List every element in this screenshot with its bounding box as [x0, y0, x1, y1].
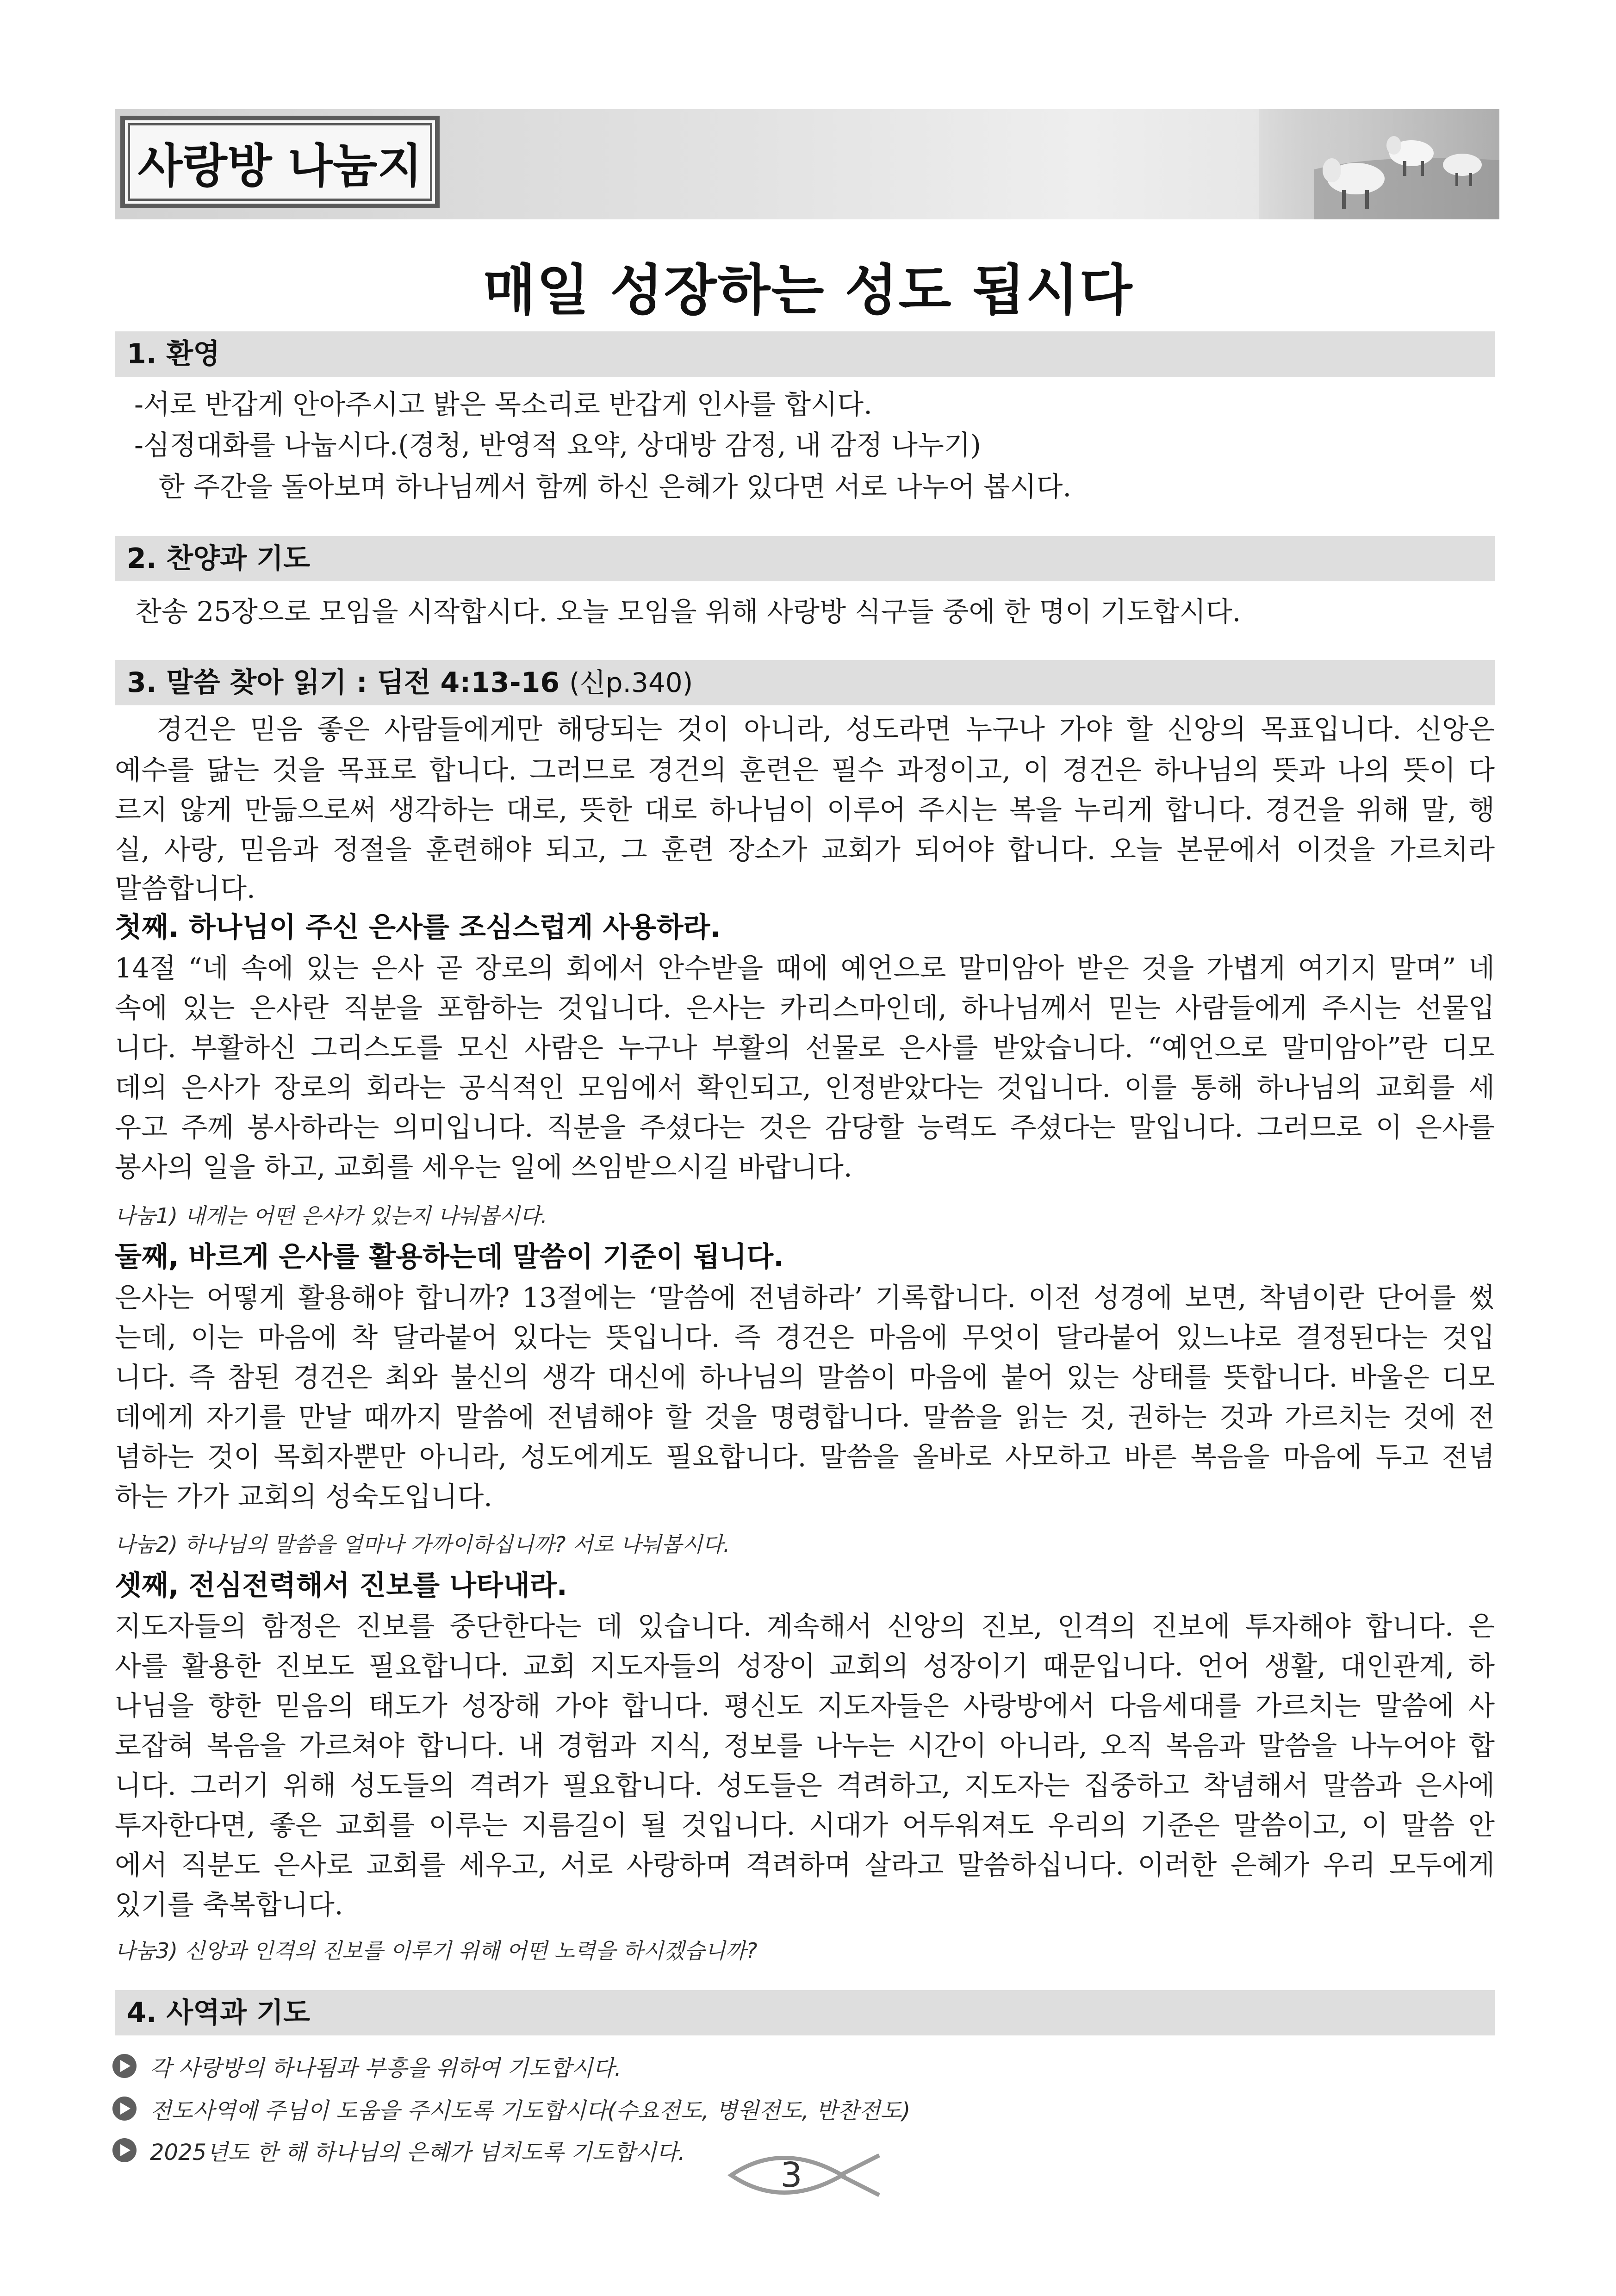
point3-line: 있기를 축복합니다.	[115, 1889, 343, 1921]
share-question-1: 나눔1) 내게는 어떤 은사가 있는지 나눠봅시다.	[115, 1203, 547, 1228]
prayer-item-text: 각 사랑방의 하나됨과 부흥을 위하여 기도합시다.	[150, 2055, 622, 2081]
intro-line: 르지 않게 만듦으로써 생각하는 대로, 뜻한 대로 하나님이 이루어 주시는 복을 누리게 합니다. 경건을 위해 말, 행	[115, 794, 1495, 826]
point3-line: 투자한다면, 좋은 교회를 이루는 지름길이 될 것입니다. 시대가 어두워져도 우리의 기준은 말씀이고, 이 말씀 안	[115, 1809, 1495, 1841]
point3-line: 니다. 그러기 위해 성도들의 격려가 필요합니다. 성도들은 격려하고, 지도자는 집중하고 착념해서 말씀과 은사에	[115, 1769, 1495, 1801]
page-number: 3	[780, 2155, 802, 2195]
prayer-item-text: 2025년도 한 해 하나님의 은혜가 넘치도록 기도합시다.	[150, 2139, 685, 2165]
point3-line: 사를 활용한 진보도 필요합니다. 교회 지도자들의 성장이 교회의 성장이기 때문입니다. 언어 생활, 대인관계, 하	[115, 1650, 1495, 1682]
section-heading-prayer: 4. 사역과 기도	[115, 1990, 1495, 2035]
point1-line: 데의 은사가 장로의 회라는 공식적인 모임에서 확인되고, 인정받았다는 것입니다. 이를 통해 하나님의 교회를 세	[115, 1071, 1495, 1103]
point3-title: 셋째, 전심전력해서 진보를 나타내라.	[115, 1569, 567, 1602]
intro-line: 말씀합니다.	[115, 872, 255, 904]
intro-line: 실, 사랑, 믿음과 정절을 훈련해야 되고, 그 훈련 장소가 교회가 되어야 합니다. 오늘 본문에서 이것을 가르치라	[115, 834, 1495, 865]
arrow-circle-icon	[111, 2137, 138, 2164]
section-heading-scripture	[115, 660, 1495, 705]
point2-line: 니다. 즉 참된 경건은 최와 불신의 생각 대신에 하나님의 말씀이 마음에 붙어 있는 상태를 뜻합니다. 바울은 디모	[115, 1361, 1495, 1393]
share-question-3: 나눔3) 신앙과 인격의 진보를 이루기 위해 어떤 노력을 하시겠습니까?	[115, 1938, 758, 1963]
praise-line: 찬송 25장으로 모임을 시작합시다. 오늘 모임을 위해 사랑방 식구들 중에 한 명이 기도합시다.	[135, 596, 1241, 628]
arrow-circle-icon	[111, 2053, 138, 2079]
prayer-item-text: 전도사역에 주님이 도움을 주시도록 기도합시다(수요전도, 병원전도, 반찬전도)	[150, 2097, 911, 2124]
prayer-item	[111, 2132, 685, 2169]
welcome-line: -심정대화를 나눕시다.(경청, 반영적 요약, 상대방 감정, 내 감정 나누기)	[134, 429, 981, 461]
page-title: 매일 성장하는 성도 됩시다	[483, 258, 1133, 322]
prayer-item	[111, 2090, 910, 2127]
point1-line: 봉사의 일을 하고, 교회를 세우는 일에 쓰임받으시길 바랍니다.	[115, 1151, 852, 1183]
point3-line: 지도자들의 함정은 진보를 중단한다는 데 있습니다. 계속해서 신앙의 진보, 인격의 진보에 투자해야 합니다. 은	[115, 1610, 1495, 1642]
point2-line: 은사는 어떻게 활용해야 합니까? 13절에는 ‘말씀에 전념하라’ 기록합니다. 이전 성경에 보면, 착념이란 단어를 썼	[115, 1282, 1495, 1313]
point3-line: 에서 직분도 은사로 교회를 세우고, 서로 사랑하며 격려하며 살라고 말씀하십니다. 이러한 은혜가 우리 모두에게	[115, 1849, 1495, 1881]
sheep-pasture-photo	[1259, 109, 1499, 219]
badge-label: 사랑방 나눔지	[128, 123, 432, 201]
point1-line: 우고 주께 봉사하라는 의미입니다. 직분을 주셨다는 것은 감당할 능력도 주셨다는 말입니다. 그러므로 이 은사를	[115, 1111, 1495, 1143]
intro-line: 경건은 믿음 좋은 사람들에게만 해당되는 것이 아니라, 성도라면 누구나 가야 할 신앙의 목표입니다. 신앙은	[156, 713, 1495, 745]
scripture-heading-text: 3. 말씀 찾아 읽기 : 딤전 4:13-16	[127, 666, 560, 699]
page-category-badge	[120, 116, 440, 208]
point2-title: 둘째, 바르게 은사를 활용하는데 말씀이 기준이 됩니다.	[115, 1241, 784, 1273]
arrow-circle-icon	[111, 2095, 138, 2122]
point3-line: 로잡혀 복음을 가르쳐야 합니다. 내 경험과 지식, 정보를 나누는 시간이 아니라, 오직 복음과 말씀을 나누어야 합	[115, 1730, 1495, 1761]
section-heading-praise: 2. 찬양과 기도	[115, 536, 1495, 581]
point2-line: 하는 가가 교회의 성숙도입니다.	[115, 1481, 492, 1512]
prayer-item	[111, 2047, 622, 2084]
point3-line: 나님을 향한 믿음의 태도가 성장해 가야 합니다. 평신도 지도자들은 사랑방에서 다음세대를 가르치는 말씀에 사	[115, 1690, 1495, 1722]
welcome-line: -서로 반갑게 안아주시고 밝은 목소리로 반갑게 인사를 합시다.	[134, 388, 872, 420]
point1-title: 첫째. 하나님이 주신 은사를 조심스럽게 사용하라.	[115, 911, 721, 944]
point1-line: 14절 “네 속에 있는 은사 곧 장로의 회에서 안수받을 때에 예언으로 말미암아 받은 것을 가볍게 여기지 말며” 네	[115, 952, 1495, 984]
intro-line: 예수를 닮는 것을 목표로 합니다. 그러므로 경건의 훈련은 필수 과정이고, 이 경건은 하나님의 뜻과 나의 뜻이 다	[115, 754, 1495, 786]
welcome-line: 한 주간을 돌아보며 하나님께서 함께 하신 은혜가 있다면 서로 나누어 봅시다.	[158, 471, 1072, 503]
point2-line: 데에게 자기를 만날 때까지 말씀에 전념해야 할 것을 명령합니다. 말씀을 읽는 것, 권하는 것과 가르치는 것에 전	[115, 1401, 1495, 1433]
share-question-2: 나눔2) 하나님의 말씀을 얼마나 가까이하십니까? 서로 나눠봅시다.	[115, 1532, 730, 1557]
section-heading-welcome: 1. 환영	[115, 331, 1495, 377]
page-footer	[722, 2145, 898, 2205]
point2-line: 는데, 이는 마음에 착 달라붙어 있다는 뜻입니다. 즉 경건은 마음에 무엇이 달라붙어 있느냐로 결정된다는 것입	[115, 1321, 1495, 1353]
point1-line: 니다. 부활하신 그리스도를 모신 사람은 누구나 부활의 선물로 은사를 받았습니다. “예언으로 말미암아”란 디모	[115, 1032, 1495, 1064]
point1-line: 속에 있는 은사란 직분을 포함하는 것입니다. 은사는 카리스마인데, 하나님께서 믿는 사람들에게 주시는 선물입	[115, 992, 1495, 1024]
point2-line: 념하는 것이 목회자뿐만 아니라, 성도에게도 필요합니다. 말씀을 올바로 사모하고 바른 복음을 마음에 두고 전념	[115, 1441, 1495, 1473]
scripture-page-ref: (신p.340)	[569, 667, 693, 698]
